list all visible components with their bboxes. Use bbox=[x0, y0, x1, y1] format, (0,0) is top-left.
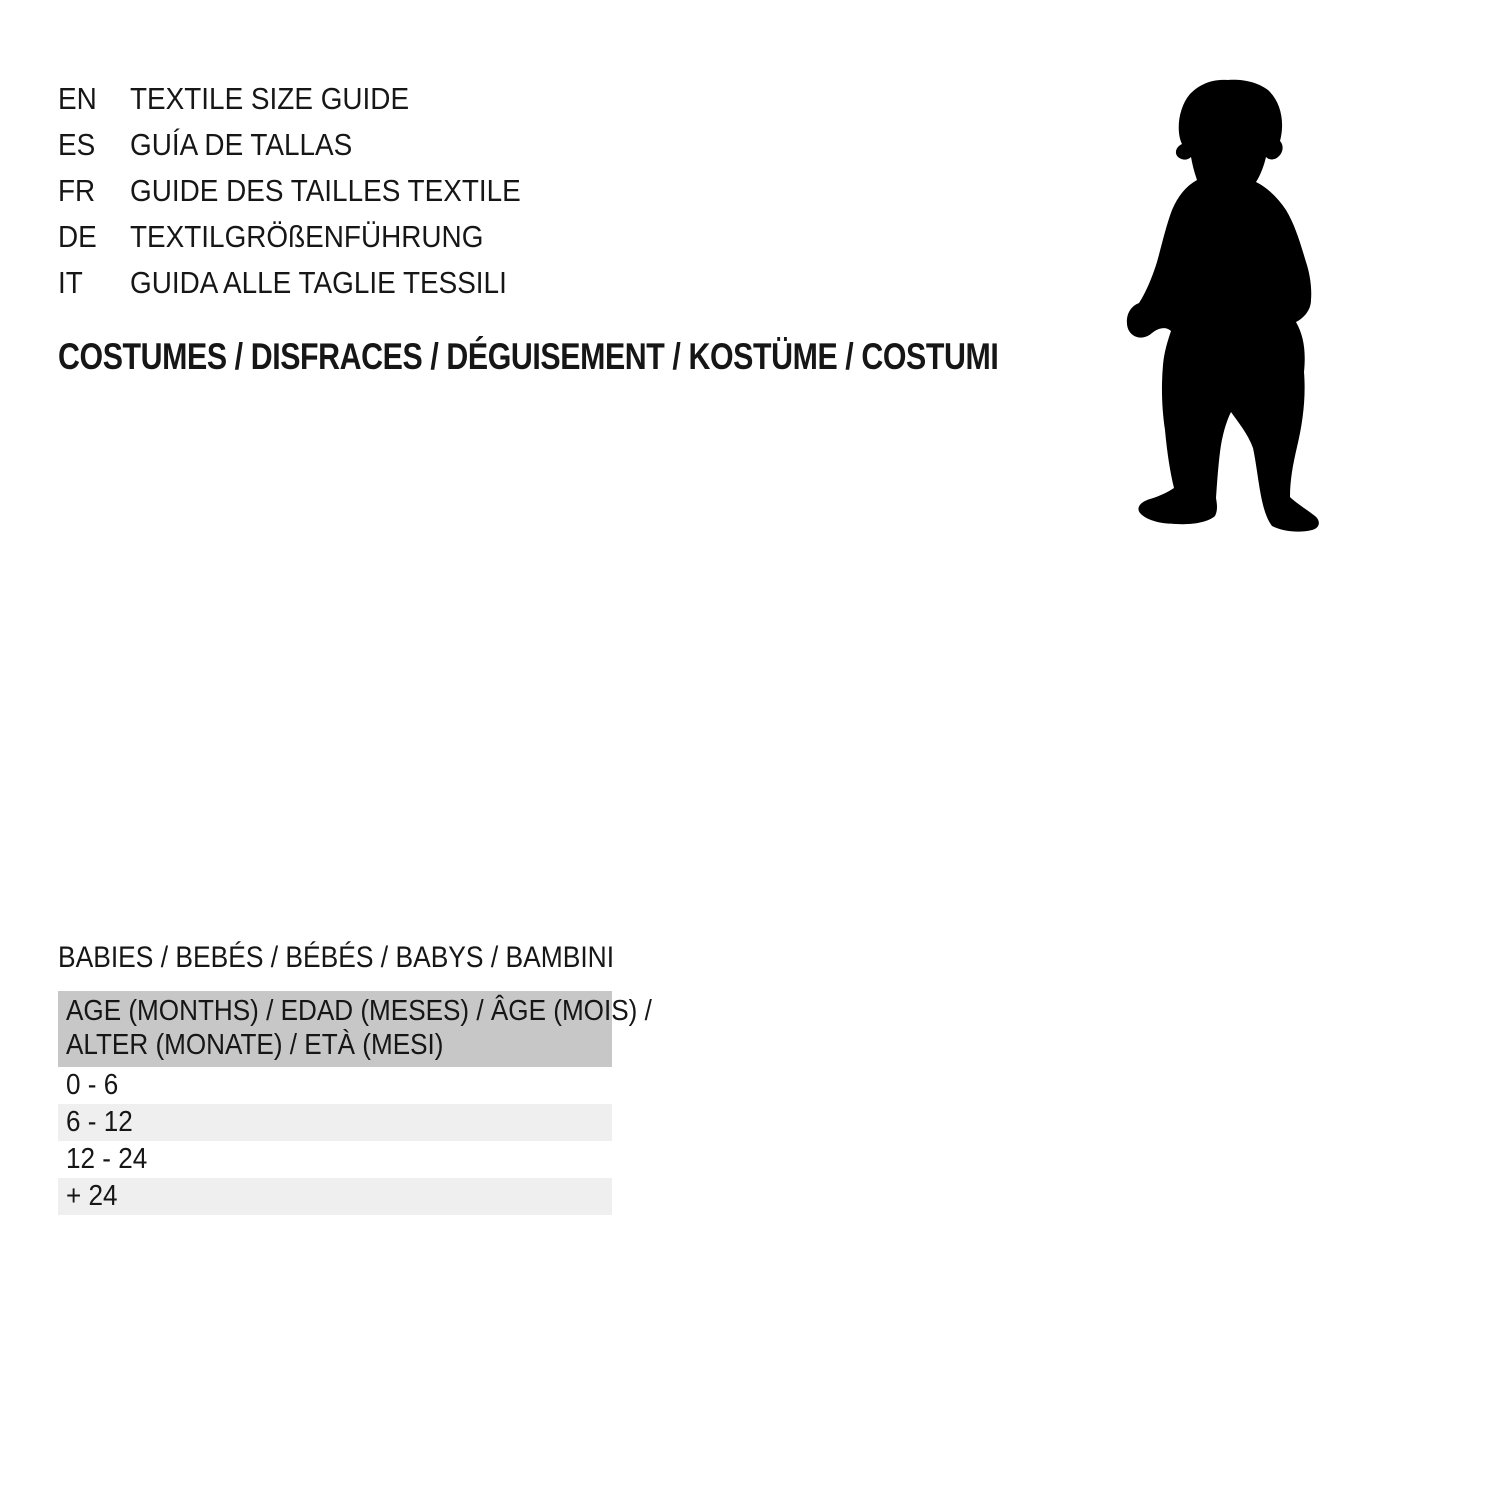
age-table-header bbox=[58, 991, 652, 1067]
age-header-line-2: ALTER (MONATE) / ETÀ (MESI) bbox=[66, 1029, 444, 1061]
language-code: FR bbox=[58, 173, 96, 208]
language-code: DE bbox=[58, 219, 97, 254]
age-row-label: + 24 bbox=[66, 1180, 118, 1212]
language-row-fr bbox=[58, 168, 572, 214]
language-row-it bbox=[58, 260, 572, 306]
age-row-6-12 bbox=[58, 1104, 612, 1141]
language-label: GUÍA DE TALLAS bbox=[130, 127, 353, 162]
language-row-en bbox=[58, 76, 572, 122]
language-label: GUIDA ALLE TAGLIE TESSILI bbox=[130, 265, 507, 300]
language-list bbox=[58, 76, 572, 306]
age-row-12-24 bbox=[58, 1141, 612, 1178]
language-row-de bbox=[58, 214, 572, 260]
babies-section-title-text: BABIES / BEBÉS / BÉBÉS / BABYS / BAMBINI bbox=[58, 941, 615, 974]
babies-section-title bbox=[58, 941, 615, 975]
age-row-label: 6 - 12 bbox=[66, 1106, 133, 1138]
babies-size-section bbox=[58, 941, 652, 1215]
age-header-line-1: AGE (MONTHS) / EDAD (MESES) / ÂGE (MOIS) / bbox=[66, 995, 652, 1027]
age-row-label: 0 - 6 bbox=[66, 1069, 119, 1101]
babies-size-table bbox=[58, 991, 652, 1215]
language-label: TEXTILE SIZE GUIDE bbox=[130, 81, 410, 116]
language-row-es bbox=[58, 122, 572, 168]
language-code: EN bbox=[58, 81, 97, 116]
language-code: IT bbox=[58, 265, 83, 300]
age-row-label: 12 - 24 bbox=[66, 1143, 148, 1175]
baby-silhouette-path bbox=[1127, 80, 1319, 532]
age-row-24-plus bbox=[58, 1178, 612, 1215]
baby-silhouette-icon bbox=[1100, 60, 1400, 560]
language-code: ES bbox=[58, 127, 96, 162]
language-label: GUIDE DES TAILLES TEXTILE bbox=[130, 173, 521, 208]
category-title: COSTUMES / DISFRACES / DÉGUISEMENT / KOSTÜME / COSTUMI bbox=[58, 336, 999, 377]
age-row-0-6 bbox=[58, 1067, 612, 1104]
language-label: TEXTILGRÖßENFÜHRUNG bbox=[130, 219, 484, 254]
